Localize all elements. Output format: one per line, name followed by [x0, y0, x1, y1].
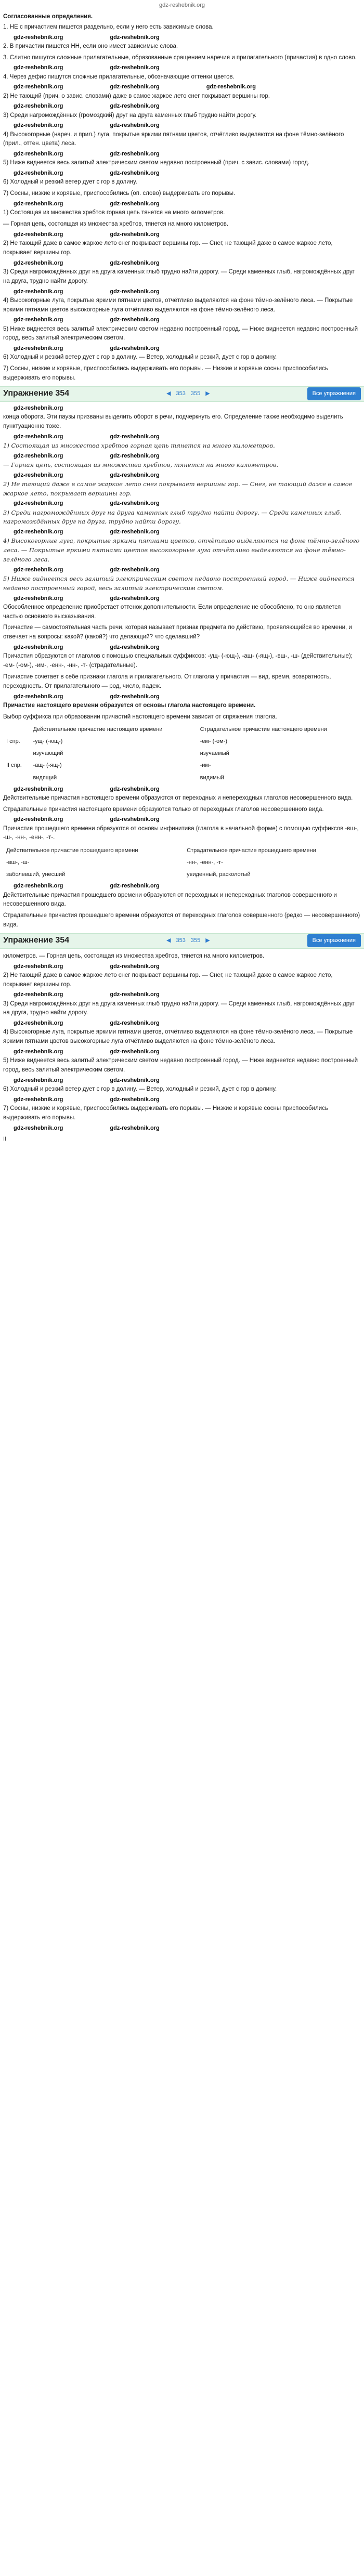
watermark: gdz-reshebnik.org: [14, 1020, 63, 1027]
theory-paragraph: Действительные причастия прошедшего времени образуются от переходных и непереходных глаголов совершенного и несовершенного вида.: [3, 892, 337, 908]
table-row: [3, 857, 361, 869]
watermark: gdz-reshebnik.org: [14, 883, 63, 890]
page: [0, 0, 364, 1144]
handwritten-sentence: 4) Высокогорные луга, покрытые яркими пятнами цветов, отчётливо выделяются на фоне тёмно-зелёного леса. — Покрытые яркими пятнами цветов высокогорные луга отчётливо выделяются на фоне тёмно-зелёного леса.: [3, 537, 360, 563]
present-participle-table: [3, 724, 361, 783]
watermark-row: [3, 103, 361, 110]
watermark: gdz-reshebnik.org: [110, 452, 160, 459]
watermark-row: [3, 1077, 361, 1084]
intro-rule: 1. НЕ с причастием пишется раздельно, если у него есть зависимые слова.: [3, 23, 214, 30]
watermark: gdz-reshebnik.org: [110, 1096, 160, 1103]
exercise-nav: [166, 936, 210, 945]
watermark-row: [3, 405, 361, 412]
sentence: 3) Среди нагромождённых друг на друга каменных глыб трудно найти дорогу. — Среди каменных глыб, нагромождённых друг на друга, трудно найти дорогу.: [3, 1000, 355, 1016]
watermark: gdz-reshebnik.org: [110, 231, 160, 238]
watermark-row: [3, 201, 361, 207]
watermark: gdz-reshebnik.org: [110, 500, 160, 507]
table-cell: -им-: [200, 762, 211, 769]
exercise-bar: [0, 933, 364, 949]
sentence: 5) Ниже виднеется весь залитый электрическим светом недавно построенный город. — Ниже виднеется недавно построенный город, весь залитый электрическим светом.: [3, 325, 358, 342]
sentence: 3) Среди нагромождённых друг на друга каменных глыб трудно найти дорогу. — Среди каменных глыб, нагромождённых друг на друга, трудно найти дорогу.: [3, 268, 355, 284]
watermark-row: [3, 963, 361, 970]
watermark: gdz-reshebnik.org: [110, 201, 160, 207]
watermark: gdz-reshebnik.org: [110, 963, 160, 970]
watermark: gdz-reshebnik.org: [14, 786, 63, 792]
watermark-row: [3, 1125, 361, 1132]
bottom-mark: II: [3, 1135, 7, 1142]
table-cell: -ащ- (-ящ-): [33, 762, 62, 769]
watermark-row: [3, 694, 361, 700]
watermark: gdz-reshebnik.org: [14, 404, 63, 411]
table-cell: изучаемый: [200, 750, 229, 757]
watermark: gdz-reshebnik.org: [110, 816, 160, 823]
sentence: 4) Высокогорные луга, покрытые яркими пятнами цветов, отчётливо выделяются на фоне тёмно-зелёного леса. — Покрытые яркими пятнами цветов высокогорные луга отчётливо выделяются на фоне тёмно-зелёного леса.: [3, 297, 353, 313]
watermark: gdz-reshebnik.org: [14, 500, 63, 507]
watermark-row: [3, 883, 361, 890]
table-header-cell: Страдательное причастие прошедшего времени: [187, 847, 316, 854]
table-row: [3, 736, 361, 748]
watermark: gdz-reshebnik.org: [14, 963, 63, 970]
watermark: gdz-reshebnik.org: [14, 595, 63, 601]
sentence: 6) Холодный и резкий ветер дует с гор в долину.: [3, 179, 137, 186]
table-cell: -нн-, -енн-, -т-: [187, 859, 223, 866]
watermark: gdz-reshebnik.org: [110, 1077, 160, 1083]
sentence: 5) Ниже виднеется весь залитый электрическим светом недавно построенный город. — Ниже виднеется недавно построенный город, весь залитый электрическим светом.: [3, 1057, 358, 1073]
watermark-row: [3, 260, 361, 267]
watermark: gdz-reshebnik.org: [14, 433, 63, 440]
next-arrow-icon[interactable]: ▶: [205, 390, 210, 397]
watermark: gdz-reshebnik.org: [14, 991, 63, 998]
table-row: [3, 869, 361, 881]
watermark: gdz-reshebnik.org: [110, 259, 160, 266]
handwritten-sentence: 2) Не тающий даже в самое жаркое лето снег покрывает вершины гор. — Снег, не тающий даже в самое жаркое лето, покрывает вершины гор.: [3, 480, 353, 497]
watermark-row: [3, 64, 361, 71]
watermark: gdz-reshebnik.org: [110, 170, 160, 177]
theory-paragraph: Страдательные причастия прошедшего времени образуются от переходных глаголов совершенного (редко — несовершенного) вида.: [3, 912, 360, 928]
watermark: gdz-reshebnik.org: [110, 288, 160, 295]
watermark: gdz-reshebnik.org: [110, 1020, 160, 1027]
watermark: gdz-reshebnik.org: [110, 883, 160, 890]
handwritten-sentence: 3) Среди нагромождённых друг на друга каменных глыб трудно найти дорогу. — Среди каменных глыб, нагромождённых друг на друга, трудно найти дорогу.: [3, 508, 342, 526]
next-exercise-link[interactable]: 355: [190, 390, 201, 397]
watermark: gdz-reshebnik.org: [110, 34, 160, 41]
exercise-title: Упражнение 354: [3, 389, 70, 398]
theory-paragraph: Обособленное определение приобретает оттенок дополнительности. Если определение не обособлено, то оно является частью основного высказывания.: [3, 604, 341, 620]
all-exercises-button[interactable]: Все упражнения: [307, 934, 361, 947]
watermark-row: [3, 991, 361, 998]
watermark-row: [3, 1096, 361, 1103]
sentence: 6) Холодный и резкий ветер дует с гор в долину. — Ветер, холодный и резкий, дует с гор в долину.: [3, 1086, 277, 1092]
watermark: gdz-reshebnik.org: [14, 64, 63, 71]
watermark-row: [3, 453, 361, 460]
theory-paragraph: Страдательные причастия настоящего времени образуются только от переходных глаголов несовершенного вида.: [3, 806, 324, 813]
watermark: gdz-reshebnik.org: [110, 103, 160, 110]
watermark: gdz-reshebnik.org: [110, 472, 160, 478]
watermark: gdz-reshebnik.org: [14, 122, 63, 129]
watermark: gdz-reshebnik.org: [14, 529, 63, 535]
watermark: gdz-reshebnik.org: [14, 693, 63, 700]
table-row: [3, 748, 361, 760]
sentence: 5) Ниже виднеется весь залитый электрическим светом недавно построенный (прич. с завис. словами) город.: [3, 160, 310, 166]
table-cell: -ущ- (-ющ-): [33, 738, 63, 745]
all-exercises-button[interactable]: Все упражнения: [307, 387, 361, 400]
handwritten-sentence: — Горная цепь, состоящая из множества хребтов, тянется на много километров.: [3, 461, 279, 468]
table-cell: -ем- (-ом-): [200, 738, 228, 745]
sentence: — Горная цепь, состоящая из множества хребтов, тянется на много километров.: [3, 221, 229, 228]
watermark-row: [3, 434, 361, 440]
watermark-row: [3, 472, 361, 479]
table-cell: заболевший, унесший: [6, 871, 66, 878]
watermark-row: [3, 529, 361, 535]
watermark: gdz-reshebnik.org: [14, 170, 63, 177]
watermark: gdz-reshebnik.org: [110, 566, 160, 573]
watermark: gdz-reshebnik.org: [14, 472, 63, 478]
watermark: gdz-reshebnik.org: [14, 201, 63, 207]
watermark: gdz-reshebnik.org: [14, 1077, 63, 1083]
table-cell: -вш-, -ш-: [6, 859, 30, 866]
watermark-row: [3, 1020, 361, 1027]
watermark: gdz-reshebnik.org: [110, 151, 160, 158]
table-header-row: [3, 845, 361, 857]
theory-paragraph: Причастия прошедшего времени образуются от основы инфинитива (глагола в начальной форме) с помощью суффиксов -вш-, -ш-, -нн-, -енн-, -т-.: [3, 825, 359, 841]
watermark-row: [3, 231, 361, 238]
sentence: километров. — Горная цепь, состоящая из множества хребтов, тянется на много километров.: [3, 952, 265, 959]
watermark: gdz-reshebnik.org: [110, 1124, 160, 1131]
watermark: gdz-reshebnik.org: [14, 317, 63, 323]
watermark: gdz-reshebnik.org: [110, 595, 160, 601]
text-paragraph: конца оборота. Эти паузы призваны выделить оборот в речи, подчеркнуть его. Определение также необходимо выделить пунктуационно тоже.: [3, 413, 343, 429]
watermark: gdz-reshebnik.org: [110, 345, 160, 352]
watermark: gdz-reshebnik.org: [14, 1049, 63, 1055]
next-exercise-link[interactable]: 355: [190, 937, 201, 944]
watermark: gdz-reshebnik.org: [14, 816, 63, 823]
prev-arrow-icon[interactable]: ◀: [166, 937, 171, 944]
prev-exercise-link[interactable]: 353: [176, 390, 186, 397]
watermark-row: [3, 567, 361, 573]
sentence: 2) Не тающий даже в самое жаркое лето снег покрывает вершины гор. — Снег, не тающий даже в самое жаркое лето, покрывает вершины гор.: [3, 972, 333, 988]
watermark-row: [3, 34, 361, 41]
table-header-cell: [3, 724, 30, 736]
exercise-title: Упражнение 354: [3, 936, 70, 945]
theory-paragraph: Действительные причастия настоящего времени образуются от переходных и непереходных глаголов несовершенного вида.: [3, 794, 353, 801]
handwritten-sentence: 1) Состоящая из множества хребтов горная цепь тянется на много километров.: [3, 441, 275, 449]
table-cell: изучающий: [33, 750, 63, 757]
table-row: [3, 772, 361, 784]
watermark: gdz-reshebnik.org: [110, 84, 160, 90]
intro-rule: 4. Через дефис пишутся сложные прилагательные, обозначающие оттенки цветов.: [3, 73, 235, 80]
next-arrow-icon[interactable]: ▶: [205, 937, 210, 944]
table-header-cell: Страдательное причастие настоящего времени: [200, 726, 327, 733]
watermark: gdz-reshebnik.org: [110, 644, 160, 651]
theory-paragraph: Выбор суффикса при образовании причастий настоящего времени зависит от спряжения глагола.: [3, 713, 277, 720]
table-cell: [3, 772, 30, 784]
watermark: gdz-reshebnik.org: [14, 231, 63, 238]
sentence: 4) Высокогорные (нареч. и прил.) луга, покрытые яркими пятнами цветов, отчётливо выделяются на фоне тёмно-зелёного (прил., оттен. цвета) леса.: [3, 131, 344, 147]
watermark: gdz-reshebnik.org: [110, 786, 160, 792]
watermark: gdz-reshebnik.org: [14, 103, 63, 110]
prev-exercise-link[interactable]: 353: [176, 937, 186, 944]
theory-paragraph: Причастие сочетает в себе признаки глагола и прилагательного. От глагола у причастия — вид, время, возвратность, переходность. От прилагательного — род, число, падеж.: [3, 673, 331, 689]
watermark: gdz-reshebnik.org: [110, 64, 160, 71]
watermark-row: [3, 317, 361, 323]
watermark: gdz-reshebnik.org: [14, 34, 63, 41]
exercise-nav: [166, 389, 210, 398]
watermark-row: [3, 289, 361, 295]
watermark: gdz-reshebnik.org: [110, 991, 160, 998]
sentence: 2) Не тающий даже в самое жаркое лето снег покрывает вершины гор. — Снег, не тающий даже в самое жаркое лето, покрывает вершины гор.: [3, 240, 333, 256]
watermark: gdz-reshebnik.org: [14, 1124, 63, 1131]
watermark-row: [3, 786, 361, 793]
theory-paragraph: Причастия образуются от глаголов с помощью специальных суффиксов: -ущ- (-ющ-), -ащ- (-ящ-), -вш-, -ш- (действительные); -ем- (-ом-), -им-, -енн-, -нн-, -т- (страдательные).: [3, 653, 353, 669]
watermark: gdz-reshebnik.org: [14, 288, 63, 295]
watermark-row: [3, 170, 361, 177]
sentence: 6) Холодный и резкий ветер дует с гор в долину. — Ветер, холодный и резкий, дует с гор в долину.: [3, 354, 277, 361]
watermark-row: [3, 122, 361, 129]
table-cell: видимый: [200, 774, 224, 781]
theory-paragraph: Причастие — самостоятельная часть речи, которая называет признак предмета по действию, проявляющийся во времени, и отвечает на вопросы: какой? (какой?) что делающий? что сделавший?: [3, 624, 352, 640]
handwritten-sentence: 5) Ниже виднеется весь залитый электрическим светом недавно построенный город. — Ниже виднеется недавно построенный город, весь залитый электрическим светом.: [3, 575, 355, 592]
table-header-cell: Действительное причастие настоящего времени: [33, 726, 163, 733]
watermark: gdz-reshebnik.org: [14, 345, 63, 352]
watermark: gdz-reshebnik.org: [14, 452, 63, 459]
watermark-row: [3, 1049, 361, 1055]
table-cell: II спр.: [6, 762, 22, 769]
watermark: gdz-reshebnik.org: [110, 433, 160, 440]
watermark-row: [3, 500, 361, 507]
table-cell: I спр.: [6, 738, 20, 745]
watermark: gdz-reshebnik.org: [14, 84, 63, 90]
prev-arrow-icon[interactable]: ◀: [166, 390, 171, 397]
watermark: gdz-reshebnik.org: [14, 566, 63, 573]
watermark: gdz-reshebnik.org: [110, 693, 160, 700]
sentence: 1) Состоящая из множества хребтов горная цепь тянется на много километров.: [3, 210, 225, 216]
watermark: gdz-reshebnik.org: [110, 317, 160, 323]
intro-rule: 2. В причастии пишется НН, если оно имеет зависимые слова.: [3, 43, 178, 49]
sentence: 7) Сосны, низкие и корявые, приспособились выдерживать его порывы. — Низкие и корявые сосны приспособились выдерживать его порывы.: [3, 365, 328, 381]
table-cell: видящий: [33, 774, 57, 781]
sentence: 4) Высокогорные луга, покрытые яркими пятнами цветов, отчётливо выделяются на фоне тёмно-зелёного леса. — Покрытые яркими пятнами цветов высокогорные луга отчётливо выделяются на фоне тёмно-зелёного леса.: [3, 1029, 353, 1045]
table-row: [3, 760, 361, 772]
watermark-row: [3, 151, 361, 158]
watermark: gdz-reshebnik.org: [110, 1049, 160, 1055]
watermark-row: [3, 595, 361, 602]
watermark: gdz-reshebnik.org: [14, 151, 63, 158]
intro-heading: Согласованные определения.: [3, 14, 93, 20]
watermark: gdz-reshebnik.org: [110, 529, 160, 535]
watermark-row: [3, 644, 361, 651]
table-header-cell: Действительное причастие прошедшего времени: [6, 847, 138, 854]
sentence: 7) Сосны, низкие и корявые, приспособились выдерживать его порывы. — Низкие и корявые сосны приспособились выдерживать его порывы.: [3, 1105, 328, 1121]
table-cell: увиденный, расколотый: [187, 871, 251, 878]
table-header-row: [3, 724, 361, 736]
watermark: gdz-reshebnik.org: [14, 1096, 63, 1103]
watermark: gdz-reshebnik.org: [14, 644, 63, 651]
site-url[interactable]: gdz-reshebnik.org: [159, 2, 205, 8]
sentence: 2) Не тающий (прич. о завис. словами) даже в самое жаркое лето снег покрывает вершины гор.: [3, 93, 270, 99]
watermark: gdz-reshebnik.org: [110, 122, 160, 129]
watermark-row: [3, 816, 361, 823]
watermark-row: [3, 345, 361, 352]
sentence: 7) Сосны, низкие и корявые, приспособились (оп. слово) выдерживать его порывы.: [3, 190, 236, 197]
table-cell: [3, 748, 30, 760]
watermark: gdz-reshebnik.org: [14, 259, 63, 266]
exercise-bar: [0, 386, 364, 402]
theory-paragraph: Причастие настоящего времени образуется от основы глагола настоящего времени.: [3, 702, 256, 709]
sentence: 3) Среди нагромождённых (громоздкий) друг на друга каменных глыб трудно найти дорогу.: [3, 112, 257, 119]
watermark: gdz-reshebnik.org: [206, 84, 256, 90]
watermark-row: [3, 84, 361, 90]
intro-rule: 3. Слитно пишутся сложные прилагательные, образованные сращением наречия и прилагательного (причастия) в одно слово.: [3, 54, 357, 61]
past-participle-table: [3, 845, 361, 881]
